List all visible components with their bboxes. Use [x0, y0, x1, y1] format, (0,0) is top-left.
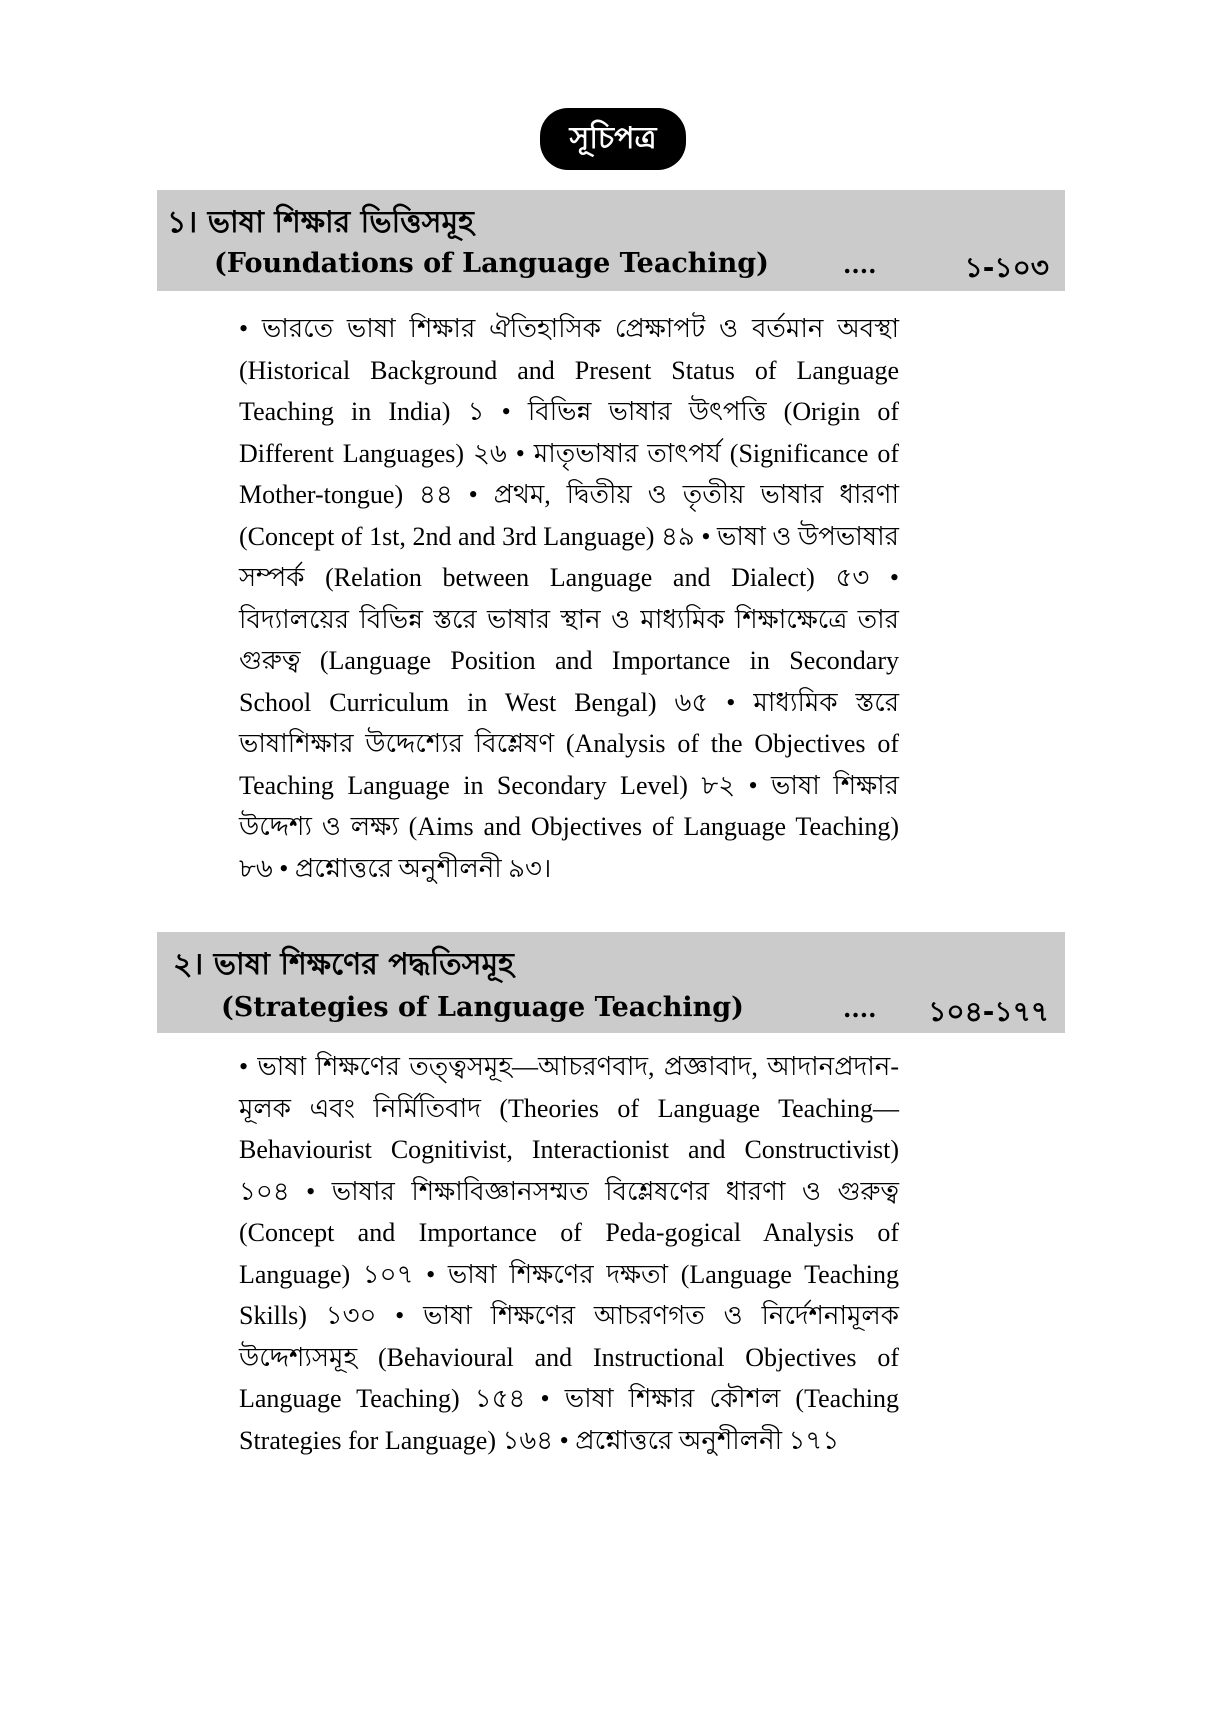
page-title: সূচিপত্র — [540, 108, 686, 170]
chapter-2-leader-dots: .... — [843, 994, 877, 1023]
chapter-2-bengali-title: ২। ভাষা শিক্ষণের পদ্ধতিসমূহ — [173, 947, 514, 982]
chapter-2-english-title: (Strategies of Language Teaching) — [221, 992, 744, 1023]
chapter-2-page-range: ১০৪-১৭৭ — [928, 995, 1049, 1028]
chapter-1-bengali-title: ১। ভাষা শিক্ষার ভিত্তিসমূহ — [167, 205, 474, 240]
chapter-2-contents: • ভাষা শিক্ষণের তত্ত্বসমূহ—আচরণবাদ, প্রজ্ঞাবাদ, আদানপ্রদান-মূলক এবং নির্মিতিবাদ (Theories of Language Teaching— Behaviourist Cognitivist, Interactionist and Constructivist) ১০৪ • ভাষার শিক্ষাবিজ্ঞানসম্মত বিশ্লেষণের ধারণা ও গুরুত্ব (Concept and Importance of Peda-gogical Analysis of Language) ১০৭ • ভাষা শিক্ষণের দক্ষতা (Language Teaching Skills) ১৩০ • ভাষা শিক্ষণের আচরণগত ও নির্দেশনামূলক উদ্দেশ্যসমূহ (Behavioural and Instructional Objectives of Language Teaching) ১৫৪ • ভাষা শিক্ষার কৌশল (Teaching Strategies for Language) ১৬৪ • প্রশ্নোত্তরে অনুশীলনী ১৭১ — [239, 1052, 899, 1455]
chapter-1-leader-dots: .... — [843, 250, 877, 279]
chapter-1-english-title: (Foundations of Language Teaching) — [214, 248, 769, 279]
chapter-1-contents: • ভারতে ভাষা শিক্ষার ঐতিহাসিক প্রেক্ষাপট ও বর্তমান অবস্থা (Historical Background and Present Status of Language Teaching in India) ১ • বিভিন্ন ভাষার উৎপত্তি (Origin of Different Languages) ২৬ • মাতৃভাষার তাৎপর্য (Significance of Mother-tongue) ৪৪ • প্রথম, দ্বিতীয় ও তৃতীয় ভাষার ধারণা (Concept of 1st, 2nd and 3rd Language) ৪৯ • ভাষা ও উপভাষার সম্পর্ক (Relation between Language and Dialect) ৫৩ • বিদ্যালয়ের বিভিন্ন স্তরে ভাষার স্থান ও মাধ্যমিক শিক্ষাক্ষেত্রে তার গুরুত্ব (Language Position and Importance in Secondary School Curriculum in West Bengal) ৬৫ • মাধ্যমিক স্তরে ভাষাশিক্ষার উদ্দেশ্যের বিশ্লেষণ (Analysis of the Objectives of Teaching Language in Secondary Level) ৮২ • ভাষা শিক্ষার উদ্দেশ্য ও লক্ষ্য (Aims and Objectives of Language Teaching) ৮৬ • প্রশ্নোত্তরে অনুশীলনী ৯৩। — [239, 314, 899, 883]
chapter-1-page-range: ১-১০৩ — [964, 251, 1049, 284]
chapter-header-1 — [157, 190, 1065, 291]
chapter-header-2 — [157, 932, 1065, 1033]
